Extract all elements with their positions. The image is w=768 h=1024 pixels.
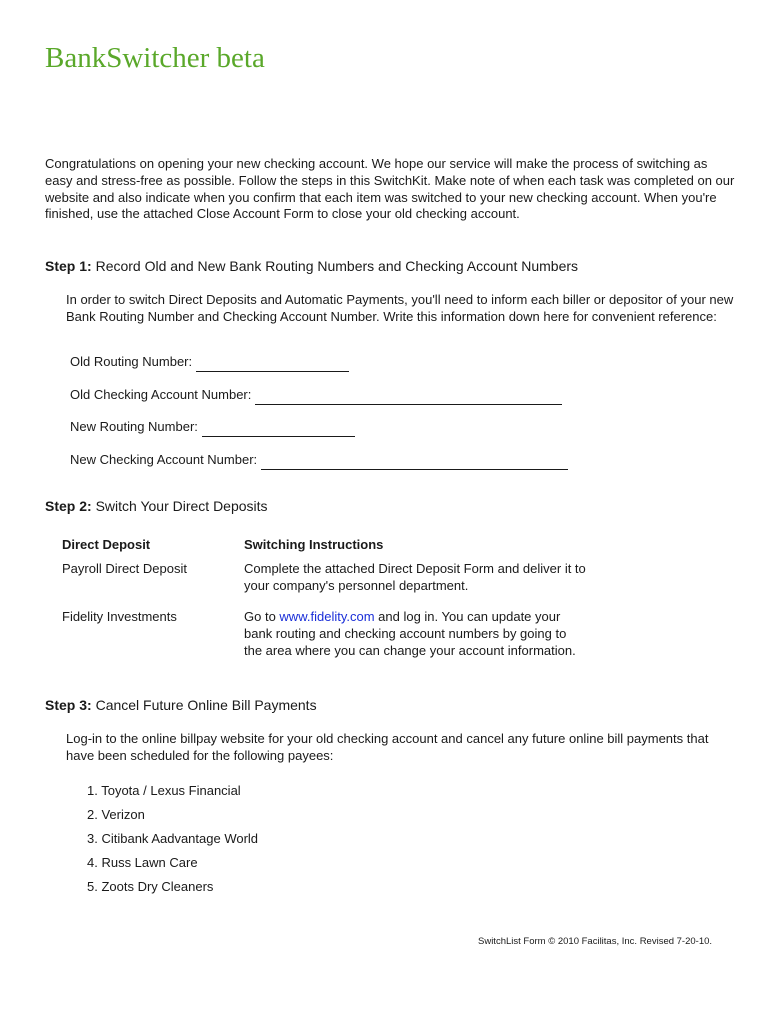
- step-1-heading: [45, 258, 578, 274]
- old-routing-number-blank[interactable]: [196, 356, 349, 372]
- new-routing-number-blank[interactable]: [202, 421, 355, 437]
- instr-text-post: and log in. You can update your bank routing and checking account numbers by going to the area where you can change your account information.: [244, 609, 576, 658]
- step-2-title: Switch Your Direct Deposits: [95, 498, 268, 514]
- new-checking-account-field[interactable]: [70, 452, 568, 470]
- list-item: 1. Toyota / Lexus Financial: [87, 783, 241, 798]
- old-checking-account-label: Old Checking Account Number:: [70, 387, 252, 402]
- step-2-label: Step 2:: [45, 498, 92, 514]
- fidelity-link[interactable]: www.fidelity.com: [279, 609, 375, 624]
- step-1-title: Record Old and New Bank Routing Numbers and Checking Account Numbers: [95, 258, 579, 274]
- table-row-instructions: [244, 608, 579, 659]
- step-3-text: Log-in to the online billpay website for your old checking account and cancel any future online bill payments that have been scheduled for the following payees:: [66, 731, 709, 763]
- new-checking-account-label: New Checking Account Number:: [70, 452, 258, 467]
- list-item: 5. Zoots Dry Cleaners: [87, 879, 214, 894]
- step-3-label: Step 3:: [45, 697, 92, 713]
- payee-list: [87, 783, 258, 903]
- list-item: 2. Verizon: [87, 807, 145, 822]
- intro-paragraph: Congratulations on opening your new checking account. We hope our service will make the process of switching as easy and stress-free as possible. Follow the steps in this SwitchKit. Make note of when each task was completed on our website and also indicate when you confirm that each item was switched to your new checking account. When you're finished, use the attached Close Account Form to close your old checking account.: [45, 156, 735, 222]
- footer-copyright: SwitchList Form © 2010 Facilitas, Inc. Revised 7-20-10.: [478, 936, 713, 947]
- page-title: BankSwitcher beta: [45, 42, 265, 74]
- step-1-text: In order to switch Direct Deposits and Automatic Payments, you'll need to inform each biller or depositor of your new Bank Routing Number and Checking Account Number. Write this information down here for convenient reference:: [66, 292, 734, 324]
- table-row-instructions: Complete the attached Direct Deposit Form and deliver it to your company's personnel department.: [244, 561, 586, 593]
- instr-text-pre: Go to: [244, 609, 280, 624]
- step-1-label: Step 1:: [45, 258, 92, 274]
- direct-deposit-column-header: Direct Deposit: [62, 537, 151, 552]
- new-routing-number-label: New Routing Number:: [70, 419, 198, 434]
- new-routing-number-field[interactable]: [70, 419, 355, 437]
- old-checking-account-blank[interactable]: [255, 389, 562, 405]
- table-row-name: Payroll Direct Deposit: [62, 561, 187, 576]
- switching-instructions-column-header: Switching Instructions: [244, 537, 384, 552]
- old-checking-account-field[interactable]: [70, 387, 562, 405]
- step-2-heading: [45, 498, 268, 514]
- table-row-name: Fidelity Investments: [62, 609, 177, 624]
- list-item: 4. Russ Lawn Care: [87, 855, 198, 870]
- old-routing-number-label: Old Routing Number:: [70, 354, 193, 369]
- step-3-title: Cancel Future Online Bill Payments: [95, 697, 317, 713]
- old-routing-number-field[interactable]: [70, 354, 349, 372]
- step-3-heading: [45, 697, 317, 713]
- list-item: 3. Citibank Aadvantage World: [87, 831, 259, 846]
- new-checking-account-blank[interactable]: [261, 454, 568, 470]
